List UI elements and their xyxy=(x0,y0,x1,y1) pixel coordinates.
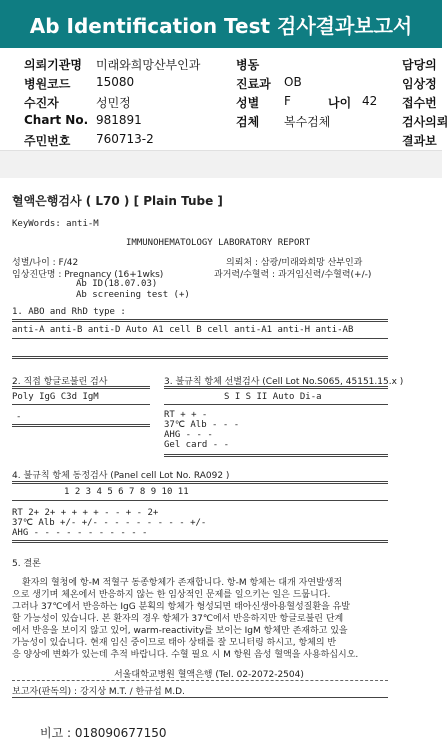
label-request: 검사의뢰 xyxy=(402,115,448,129)
value-specimen: 복수검체 xyxy=(284,115,331,129)
panel-top-rule xyxy=(12,481,388,484)
label-ward: 병동 xyxy=(236,58,260,72)
panel-section-title: 4. 불규칙 항체 동정검사 (Panel cell Lot No. RA092 ) xyxy=(12,471,230,481)
screening-row-rt: RT + + - xyxy=(164,410,208,420)
screening-row-37c: 37℃ Alb - - - xyxy=(164,420,240,430)
label-department: 진료과 xyxy=(236,77,271,91)
conclusion-line-6: 가능성이 있습니다. 현재 임신 중이므로 태아 상태를 잘 모니터링 하시고, 항체의 반 xyxy=(12,638,337,648)
label-result-report: 결과보 xyxy=(402,134,437,148)
conclusion-line-5: 에서 반응을 보이지 않고 있어, warm-reactivity를 보이는 IgM 항체만 존재하고 있을 xyxy=(12,626,348,636)
label-reception: 접수번 xyxy=(402,96,437,110)
transfusion-history: 과거력/수혈력 : 과거임신력/수혈력(+/-) xyxy=(214,270,372,280)
report-heading: 혈액은행검사 ( L70 ) [ Plain Tube ] xyxy=(12,194,223,208)
section-separator xyxy=(0,150,442,179)
value-patient: 성민정 xyxy=(96,96,131,110)
abo-bottom-rule xyxy=(12,356,388,359)
abo-top-rule xyxy=(12,319,388,322)
dat-bottom-rule xyxy=(12,424,150,427)
dat-mid-rule xyxy=(12,404,150,405)
screening-mid-rule xyxy=(164,404,388,405)
report-title: Ab Identification Test 검사결과보고서 xyxy=(29,13,413,38)
screening-row-gel: Gel card - - xyxy=(164,440,230,450)
diagnosis-line-1: 임상진단명 : Pregnancy (16+1wks) xyxy=(12,270,164,280)
referring-clinic: 의뢰처 : 삼광/미래와희망 산부인과 xyxy=(226,258,363,268)
conclusion-line-3: 그러나 37℃에서 반응하는 IgG 분획의 항체가 형성되면 태아신생아용혈성질환을 유발 xyxy=(12,602,350,612)
conclusion-line-7: 응 양상에 변화가 있는데 추적 바랍니다. 수혈 필요 시 M 항원 음성 혈액을 사용하십시오. xyxy=(12,650,359,660)
sex-age: 성별/나이 : F/42 xyxy=(12,258,79,268)
dat-top-rule xyxy=(12,386,150,389)
conclusion-title: 5. 결론 xyxy=(12,559,41,569)
label-patient: 수진자 xyxy=(24,96,59,110)
blood-bank-contact: 서울대학교병원 혈액은행 (Tel. 02-2072-2504) xyxy=(114,670,304,680)
diagnosis-line-2: Ab ID(18.07.03) xyxy=(76,279,158,289)
value-chart-no: 981891 xyxy=(96,113,142,127)
abo-section-title: 1. ABO and RhD type : xyxy=(12,307,126,317)
diagnosis-line-3: Ab screening test (+) xyxy=(76,290,190,300)
screening-top-rule xyxy=(164,386,388,389)
label-specimen: 검체 xyxy=(236,115,260,129)
remark: 비고 : 018090677150 xyxy=(40,726,167,740)
dat-columns: Poly IgG C3d IgM xyxy=(12,392,99,402)
value-age: 42 xyxy=(362,94,378,108)
panel-bottom-rule xyxy=(12,540,388,543)
value-hospital-code: 15080 xyxy=(96,75,135,89)
label-sex: 성별 xyxy=(236,96,260,110)
screening-bottom-rule xyxy=(164,454,388,457)
label-doctor: 담당의 xyxy=(402,58,437,72)
lab-report-title: IMMUNOHEMATOLOGY LABORATORY REPORT xyxy=(126,238,311,248)
screening-section-title: 3. 불규칙 항체 선별검사 (Cell Lot No.S065, 45151.15.x ) xyxy=(164,377,404,387)
panel-columns: 1 2 3 4 5 6 7 8 9 10 11 xyxy=(64,487,189,497)
conclusion-line-1: 환자의 혈청에 항-M 적혈구 동종항체가 존재합니다. 항-M 항체는 대개 자연발생적 xyxy=(22,578,343,588)
dat-section-title: 2. 직접 항글로불린 검사 xyxy=(12,377,108,387)
label-resident-no: 주민번호 xyxy=(24,134,71,148)
value-sex: F xyxy=(284,94,291,108)
abo-mid-rule xyxy=(12,338,388,339)
label-chart-no: Chart No. xyxy=(24,113,89,127)
value-institution: 미래와희망산부인과 xyxy=(96,58,201,72)
abo-columns: anti-A anti-B anti-D Auto A1 cell B cell anti-A1 anti-H anti-AB xyxy=(12,325,354,335)
screening-row-ahg: AHG - - - xyxy=(164,430,213,440)
signature-rule-top xyxy=(12,680,388,681)
label-age: 나이 xyxy=(328,96,352,110)
panel-mid-rule xyxy=(12,500,388,501)
reporter: 보고자(판독의) : 강지상 M.T. / 한규섭 M.D. xyxy=(12,687,185,697)
label-hospital-code: 병원코드 xyxy=(24,77,71,91)
panel-row-37c: 37℃ Alb +/- +/- - - - - - - - - +/- xyxy=(12,518,207,528)
keywords: KeyWords: anti-M xyxy=(12,219,99,229)
conclusion-line-4: 할 가능성이 있습니다. 본 환자의 경우 항체가 37℃에서 반응하지만 항글로불린 단계 xyxy=(12,614,344,624)
label-clinical-info: 임상정 xyxy=(402,77,437,91)
signature-rule-bottom xyxy=(12,697,388,698)
scanned-report xyxy=(0,178,442,755)
patient-info-table xyxy=(0,52,448,149)
panel-row-ahg: AHG - - - - - - - - - - - xyxy=(12,528,148,538)
screening-columns: S I S II Auto Di-a xyxy=(224,392,322,402)
panel-row-rt: RT 2+ 2+ + + + + - - + - 2+ xyxy=(12,508,159,518)
label-institution: 의뢰기관명 xyxy=(24,58,82,72)
value-department: OB xyxy=(284,75,302,89)
conclusion-line-2: 으로 생기며 체온에서 반응하지 않는 한 임상적인 문제를 일으키는 일은 드뭅니다. xyxy=(12,590,331,600)
dat-value: - xyxy=(16,412,22,422)
report-title-bar xyxy=(0,0,442,48)
value-resident-no: 760713-2 xyxy=(96,132,154,146)
